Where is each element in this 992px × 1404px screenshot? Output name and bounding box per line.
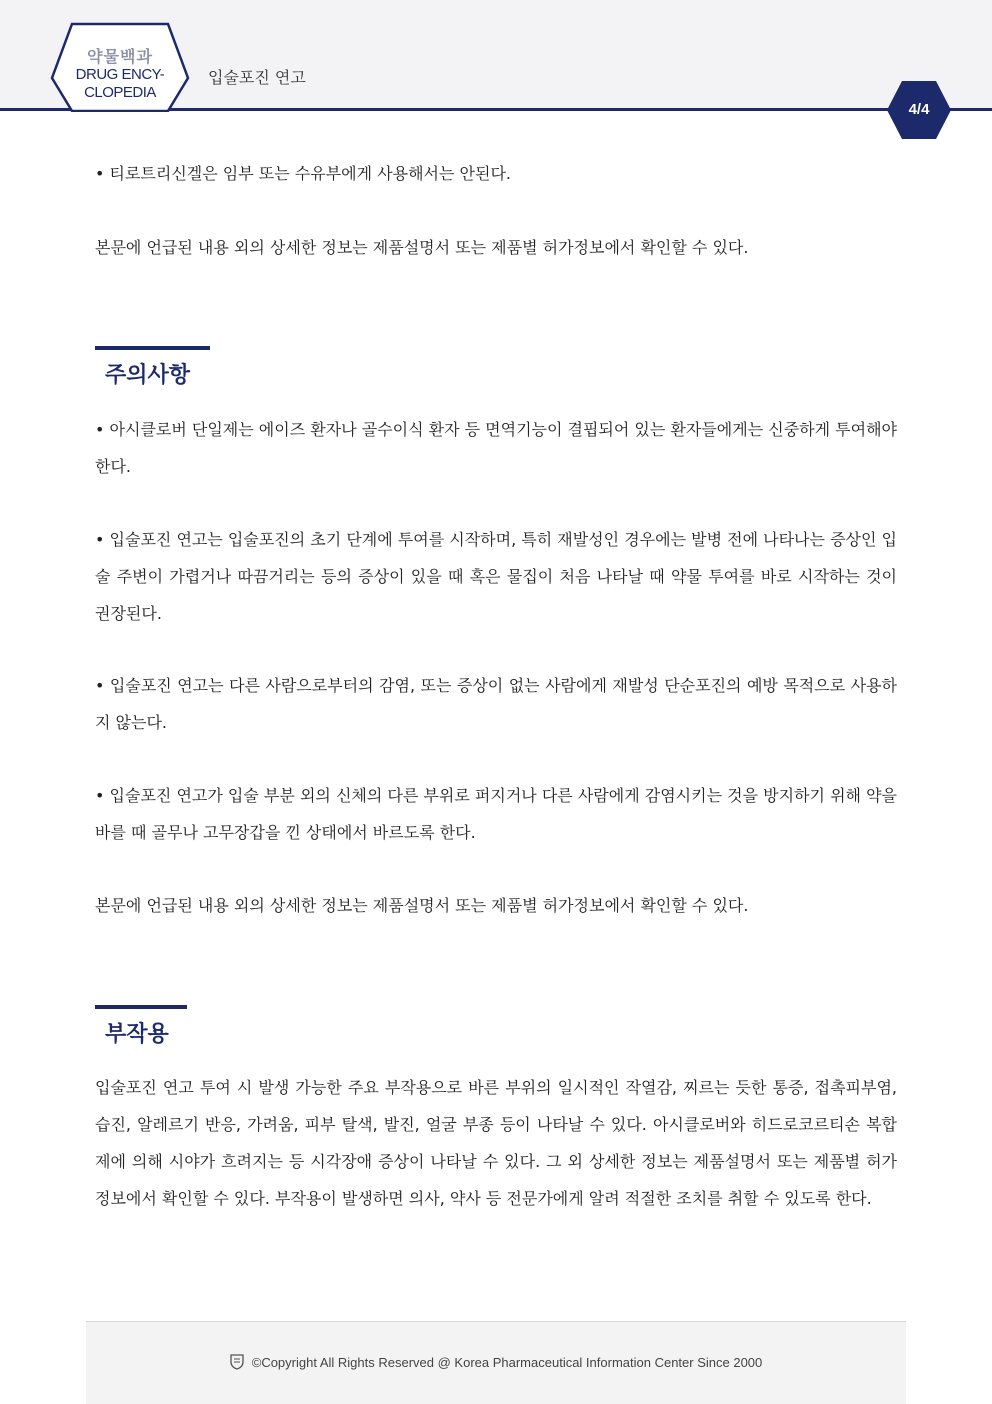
- precaution-item-1: • 아시클로버 단일제는 에이즈 환자나 골수이식 환자 등 면역기능이 결핍되어 있는 환자들에게는 신중하게 투여해야 한다.: [95, 420, 897, 476]
- intro-bullet: • 티로트리신겔은 임부 또는 수유부에게 사용해서는 안된다.: [95, 164, 511, 183]
- page-footer: [86, 1321, 906, 1404]
- precaution-item-3: • 입술포진 연고는 다른 사람으로부터의 감염, 또는 증상이 없는 사람에게 재발성 단순포진의 예방 목적으로 사용하지 않는다.: [95, 676, 897, 732]
- side-effects-text: 입술포진 연고 투여 시 발생 가능한 주요 부작용으로 바른 부위의 일시적인 작열감, 찌르는 듯한 통증, 접촉피부염, 습진, 알레르기 반응, 가려움, 피부 탈색, 발진, 얼굴 부종 등이 나타날 수 있다. 아시클로버와 히드로코르티손 복합제에 의해 시야가 흐려지는 등 시각장애 증상이 나타날 수 있다. 그 외 상세한 정보는 제품설명서 또는 제품별 허가정보에서 확인할 수 있다. 부작용이 발생하면 의사, 약사 등 전문가에게 알려 적절한 조치를 취할 수 있도록 한다.: [95, 1078, 897, 1208]
- page-number: 4/4: [908, 101, 930, 118]
- precautions-accent-bar: [95, 346, 210, 350]
- intro-note: 본문에 언급된 내용 외의 상세한 정보는 제품설명서 또는 제품별 허가정보에서 확인할 수 있다.: [95, 238, 749, 257]
- side-effects-heading: 부작용: [105, 1022, 169, 1047]
- logo-english-text: [50, 66, 190, 102]
- precautions-note: 본문에 언급된 내용 외의 상세한 정보는 제품설명서 또는 제품별 허가정보에서 확인할 수 있다.: [95, 896, 749, 915]
- logo-korean-text: 약물백과: [87, 47, 153, 66]
- precaution-item-2: • 입술포진 연고는 입술포진의 초기 단계에 투여를 시작하며, 특히 재발성인 경우에는 발병 전에 나타나는 증상인 입술 주변이 가렵거나 따끔거리는 등의 증상이 있을 때 혹은 물집이 처음 나타날 때 약물 투여를 바로 시작하는 것이 권장된다.: [95, 530, 897, 623]
- footer-copyright: ©Copyright All Rights Reserved @ Korea Pharmaceutical Information Center Since 2000: [251, 1355, 763, 1370]
- document-title: 입술포진 연고: [208, 68, 306, 87]
- precaution-item-4: • 입술포진 연고가 입술 부분 외의 신체의 다른 부위로 퍼지거나 다른 사람에게 감염시키는 것을 방지하기 위해 약을 바를 때 골무나 고무장갑을 낀 상태에서 바르도록 한다.: [95, 786, 897, 842]
- shield-emblem-icon: [230, 1354, 244, 1370]
- precautions-heading: 주의사항: [105, 363, 191, 388]
- footer-content: [86, 1354, 906, 1370]
- logo-english-line-2: CLOPEDIA: [84, 84, 156, 101]
- logo-english-line-1: DRUG ENCY-: [75, 66, 165, 83]
- side-effects-accent-bar: [95, 1005, 187, 1009]
